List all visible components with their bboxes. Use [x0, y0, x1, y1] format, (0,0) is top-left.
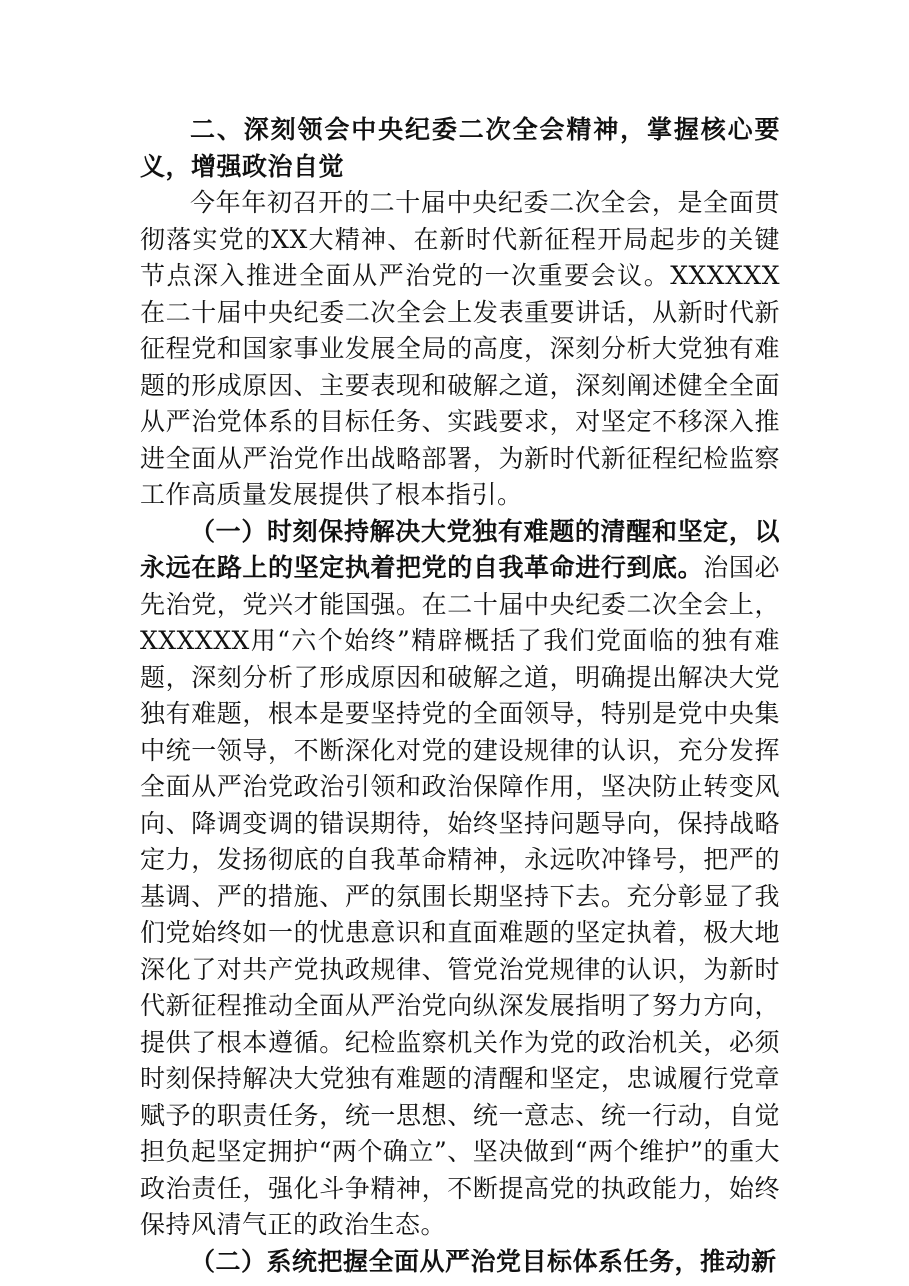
paragraph-one-body: 治国必先治党，党兴才能国强。在二十届中央纪委二次全会上，XXXXXX用“六个始终”精辟概括了我们党面临的独有难题，深刻分析了形成原因和破解之道，明确提出解决大党独有难题，根本是要坚持党的全面领导，特别是党中央集中统一领导，不断深化对党的建设规律的认识，充分发挥全面从严治党政治引领和政治保障作用，坚决防止转变风向、降调变调的错误期待，始终坚持问题导向，保持战略定力，发扬彻底的自我革命精神，永远吹冲锋号，把严的基调、严的措施、严的氛围长期坚持下去。充分彰显了我们党始终如一的忧患意识和直面难题的坚定执着，极大地深化了对共产党执政规律、管党治党规律的认识，为新时代新征程推动全面从严治党向纵深发展指明了努力方向，提供了根本遵循。纪检监察机关作为党的政治机关，必须时刻保持解决大党独有难题的清醒和坚定，忠诚履行党章赋予的职责任务，统一思想、统一意志、统一行动，自觉担负起坚定拥护“两个确立”、坚决做到“两个维护”的重大政治责任，强化斗争精神，不断提高党的执政能力，始终保持风清气正的政治生态。 — [140, 553, 780, 1239]
document-body — [140, 112, 780, 1280]
paragraph-one — [140, 514, 780, 1244]
paragraph-two — [140, 1244, 780, 1281]
sub-heading-two: （二）系统把握全面从严治党目标体系任务，推动新 — [190, 1246, 777, 1276]
sub-heading-one: （一）时刻保持解决大党独有难题的清醒和坚定，以永远在路上的坚定执着把党的自我革命进行到底。 — [140, 516, 780, 582]
section-heading: 二、深刻领会中央纪委二次全会精神，掌握核心要义，增强政治自觉 — [140, 115, 780, 181]
paragraph-intro: 今年年初召开的二十届中央纪委二次全会，是全面贯彻落实党的XX大精神、在新时代新征程开局起步的关键节点深入推进全面从严治党的一次重要会议。XXXXXX在二十届中央纪委二次全会上发表重要讲话，从新时代新征程党和国家事业发展全局的高度，深刻分析大党独有难题的形成原因、主要表现和破解之道，深刻阐述健全全面从严治党体系的目标任务、实践要求，对坚定不移深入推进全面从严治党作出战略部署，为新时代新征程纪检监察工作高质量发展提供了根本指引。 — [140, 188, 780, 509]
